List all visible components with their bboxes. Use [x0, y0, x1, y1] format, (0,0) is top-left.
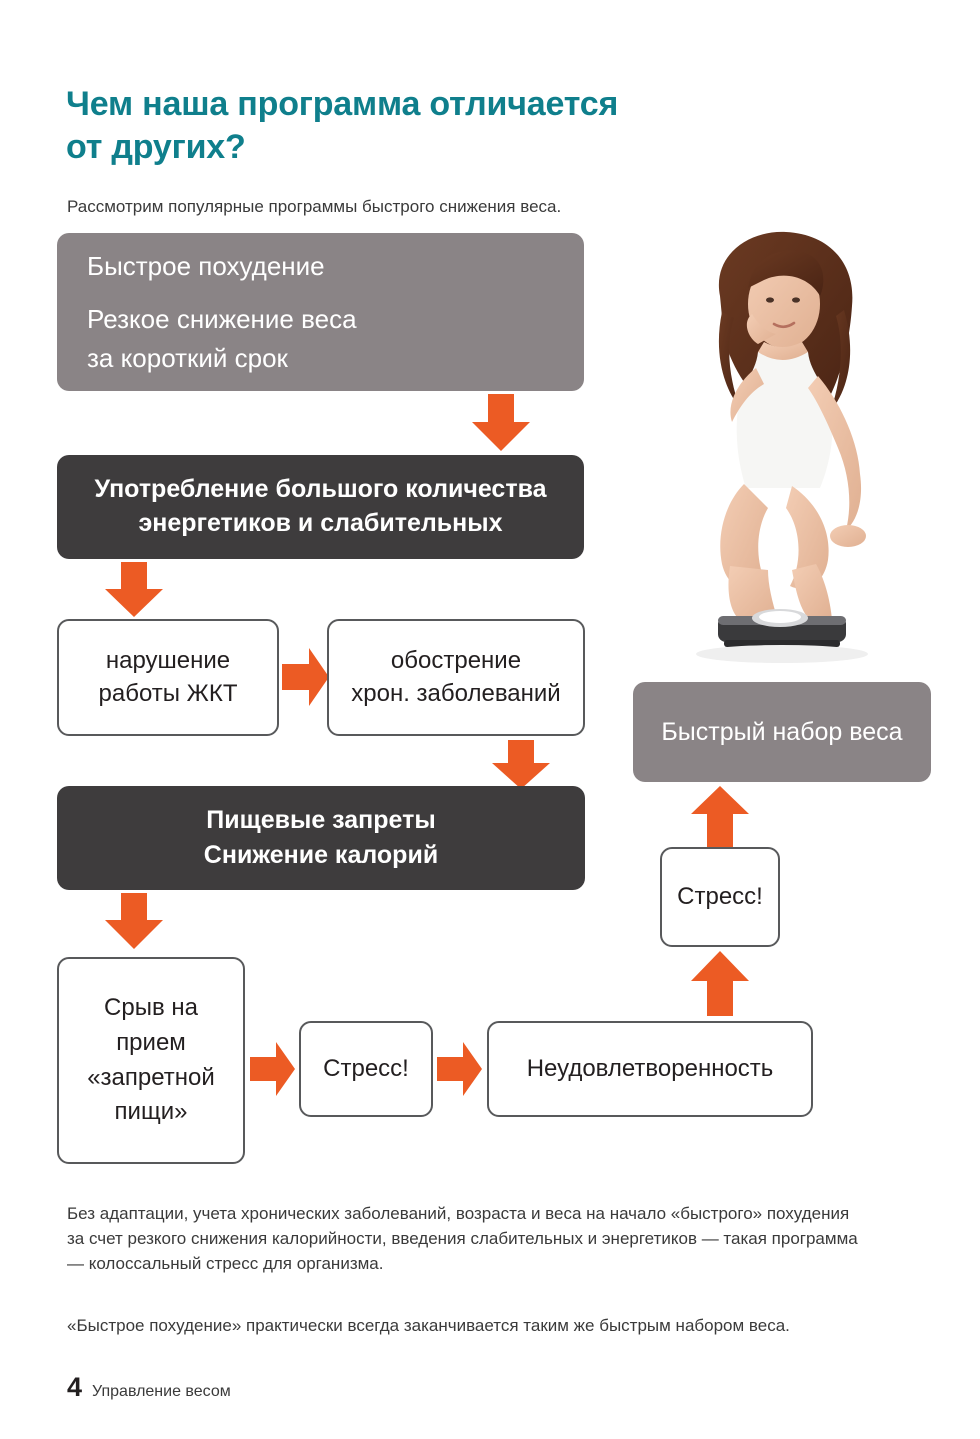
node-breakdown-forbidden-food[interactable] — [57, 957, 245, 1164]
node-energy-drinks-laxatives[interactable] — [57, 455, 584, 559]
node-breakdown-line-1: Срыв на — [104, 993, 198, 1021]
node-energy-line-1: Употребление большого количества — [94, 475, 547, 504]
node-gi-line-1: нарушение — [105, 647, 231, 675]
node-fast-weight-loss-title: Быстрое похудение — [87, 250, 325, 281]
body-paragraph-2: «Быстрое похудение» практически всегда заканчивается таким же быстрым набором веса. — [67, 1316, 790, 1335]
node-fast-weight-loss-sub-2: за короткий срок — [87, 342, 288, 373]
arrow-right-breakdown-to-stress — [250, 1040, 296, 1098]
arrow-up-stress2-to-regain — [689, 786, 751, 848]
node-food-restrictions-line-2: Снижение калорий — [203, 841, 439, 869]
node-fast-weight-loss-sub-1: Резкое снижение веса — [87, 303, 357, 334]
footer — [67, 1372, 231, 1403]
page-title — [66, 83, 766, 170]
page-title-line-1: Чем наша программа отличается — [66, 84, 619, 123]
footer-label: Управление весом — [92, 1383, 231, 1400]
intro-text: Рассмотрим популярные программы быстрого снижения веса. — [67, 197, 562, 216]
node-breakdown-line-4: пищи» — [114, 1098, 188, 1126]
node-chronic-exacerbation[interactable] — [327, 619, 585, 736]
page-number: 4 — [67, 1372, 83, 1402]
node-fast-weight-loss[interactable] — [57, 233, 584, 391]
node-chronic-line-1: обострение — [390, 647, 522, 675]
node-stress-first[interactable] — [299, 1021, 433, 1117]
arrow-down-chronic-to-foodban — [490, 740, 552, 790]
node-stress-first-label: Стресс! — [323, 1055, 409, 1082]
node-gi-disorder[interactable] — [57, 619, 279, 736]
arrow-up-dissatisfaction-to-stress2 — [689, 951, 751, 1017]
arrow-right-gi-to-chronic — [282, 646, 330, 708]
node-food-restrictions[interactable] — [57, 786, 585, 890]
body-paragraph-1: Без адаптации, учета хронических заболеваний, возраста и веса на начало «быстрого» похудения за счет резкого снижения калорийности, введения слабительных и энергетиков — такая программа — колоссальный стресс для организма. — [67, 1204, 858, 1274]
node-food-restrictions-line-1: Пищевые запреты — [206, 806, 436, 834]
node-breakdown-line-3: «запретной — [87, 1063, 215, 1091]
arrow-down-foodban-to-breakdown — [103, 893, 165, 951]
node-chronic-line-2: хрон. заболеваний — [351, 679, 561, 707]
node-energy-line-2: энергетиков и слабительных — [138, 509, 503, 537]
arrow-down-energy-to-gi — [103, 562, 165, 618]
arrow-down-fastloss-to-energy — [470, 394, 532, 452]
node-fast-weight-regain[interactable] — [633, 682, 931, 782]
arrow-right-stress-to-dissatisfaction — [437, 1040, 483, 1098]
node-dissatisfaction-label: Неудовлетворенность — [526, 1055, 774, 1082]
node-stress-second[interactable] — [660, 847, 780, 947]
node-dissatisfaction[interactable] — [487, 1021, 813, 1117]
node-stress-second-label: Стресс! — [677, 883, 763, 910]
node-fast-weight-regain-label: Быстрый набор веса — [661, 717, 903, 746]
page-title-line-2: от других? — [66, 128, 246, 167]
node-gi-line-2: работы ЖКТ — [98, 679, 238, 707]
node-breakdown-line-2: прием — [116, 1028, 186, 1056]
photo-woman-on-scales — [660, 226, 925, 671]
